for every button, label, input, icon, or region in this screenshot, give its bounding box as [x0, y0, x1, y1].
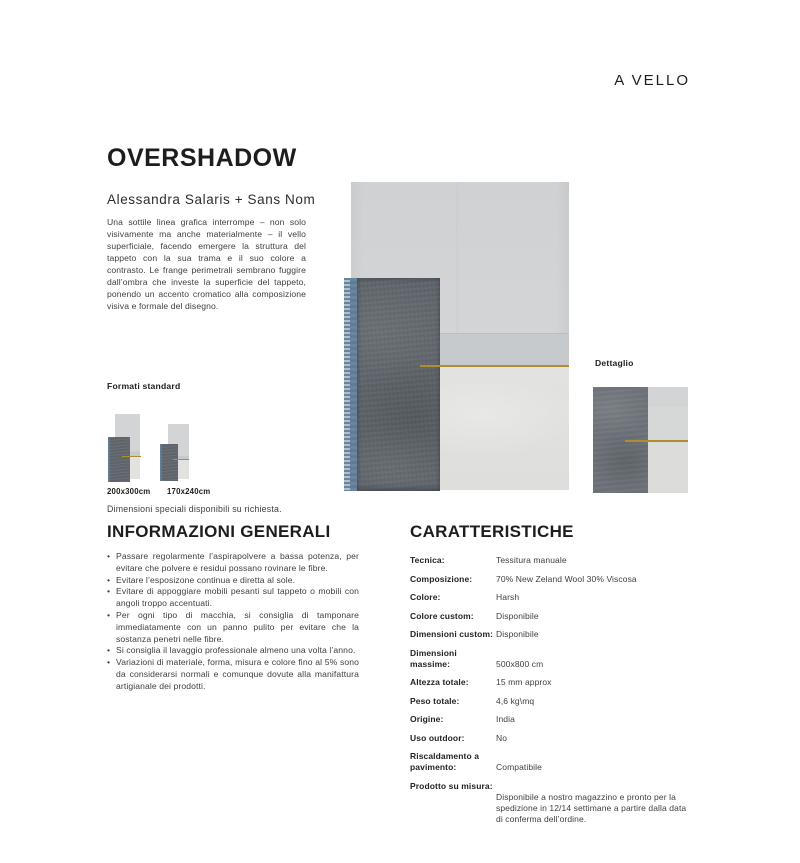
spec-value: 500x800 cm	[496, 658, 544, 669]
spec-row	[410, 611, 694, 622]
formats-heading: Formati standard	[107, 381, 181, 391]
rug-thumbnail-200x300	[106, 413, 142, 483]
care-instruction	[107, 575, 359, 587]
bullet-icon: •	[107, 586, 111, 597]
bullet-icon: •	[107, 609, 111, 620]
care-instruction-text: Evitare l’esposizone continua e diretta al sole.	[116, 574, 296, 585]
collection-label: A VELLO	[614, 72, 690, 89]
spec-label: Peso totale:	[410, 695, 460, 706]
spec-label: Riscaldamento a pavimento:	[410, 751, 480, 772]
size-label-170x240: 170x240cm	[167, 487, 211, 496]
spec-row	[410, 555, 694, 566]
spec-row	[410, 696, 694, 707]
spec-label: Composizione:	[410, 573, 473, 584]
care-instruction-text: Si consiglia il lavaggio professionale almeno una volta l’anno.	[116, 645, 356, 656]
bullet-icon: •	[107, 657, 111, 668]
spec-label: Uso outdoor:	[410, 732, 465, 743]
general-info-heading: INFORMAZIONI GENERALI	[107, 522, 331, 541]
detail-image	[593, 387, 688, 493]
thumbnail-dark-panel	[108, 437, 130, 482]
spec-row	[410, 574, 694, 585]
spec-value: Harsh	[496, 592, 520, 602]
product-title: OVERSHADOW	[107, 144, 297, 172]
spec-value: Compatibile	[496, 762, 542, 772]
spec-table	[410, 555, 694, 825]
thumbnail-gold-line	[122, 456, 141, 457]
spec-label: Dimensioni custom:	[410, 629, 494, 639]
formats-note: Dimensioni speciali disponibili su richiesta.	[107, 504, 282, 514]
thumbnail-gold-line	[173, 459, 189, 460]
care-instruction-text: Per ogni tipo di macchia, si consiglia di tamponare immediatamente con un panno pulito per evitare che la sostanza penetri nelle fibre.	[116, 609, 359, 644]
spec-label: Tecnica:	[410, 555, 445, 565]
characteristics-heading: CARATTERISTICHE	[410, 522, 574, 541]
spec-value: 4,6 kg\mq	[496, 695, 535, 706]
size-label-200x300: 200x300cm	[107, 487, 151, 496]
rug-gold-line	[420, 365, 569, 367]
rug-dark-panel	[344, 278, 440, 491]
spec-label: Dimensioni massime:	[410, 647, 457, 669]
spec-row	[410, 714, 694, 725]
spec-label: Colore custom:	[410, 610, 474, 621]
care-instructions-list	[107, 551, 359, 693]
spec-value: Tessitura manuale	[496, 555, 567, 565]
spec-row	[410, 733, 694, 744]
spec-row	[410, 592, 694, 603]
product-image-rug	[351, 182, 569, 490]
spec-value: 15 mm approx	[496, 677, 552, 687]
spec-row	[410, 677, 694, 688]
detail-gold-line	[625, 440, 688, 442]
spec-label: Colore:	[410, 592, 441, 602]
spec-label: Origine:	[410, 714, 444, 724]
spec-value: Disponibile	[496, 629, 539, 639]
spec-row	[410, 781, 694, 825]
general-info-section	[107, 522, 359, 693]
bullet-icon: •	[107, 574, 111, 585]
care-instruction	[107, 586, 359, 610]
care-instruction	[107, 645, 359, 657]
spec-value: Disponibile	[496, 610, 539, 621]
spec-value: No	[496, 732, 508, 743]
care-instruction-text: Evitare di appoggiare mobili pesanti sul tappeto o mobili con angoli troppo accentuati.	[116, 586, 359, 609]
care-instruction-text: Variazioni di materiale, forma, misura e colore fino al 5% sono da considerarsi normali e comunque dovute alla manifattura artigianale dei prodotti.	[116, 657, 359, 691]
care-instruction-text: Passare regolarmente l’aspirapolvere a bassa potenza, per evitare che polvere e residui possano rovinare le fibre.	[116, 551, 359, 573]
thumbnail-dark-panel	[160, 444, 178, 481]
spec-row	[410, 629, 694, 640]
rug-dark-body	[357, 278, 440, 491]
care-instruction	[107, 610, 359, 645]
care-instruction	[107, 657, 359, 692]
spec-value: Disponibile a nostro magazzino e pronto per la spedizione in 12/14 settimane a partire dalla data di conferma dell’ordine.	[496, 791, 687, 824]
rug-thumbnail-170x240	[158, 423, 192, 481]
care-instruction	[107, 551, 359, 575]
spec-label: Prodotto su misura:	[410, 780, 493, 791]
spec-label: Altezza totale:	[410, 677, 469, 687]
product-description: Una sottile linea grafica interrompe – non solo visivamente ma anche materialmente – il vello superficiale, facendo emergere la struttura del tappeto con la sua trama e il suo colore a contrasto. Le frange perimetrali sembrano fuggire dall’ombra che investe la superficie del tappeto, ponendo un accento cromatico alla composizione visiva e formale del disegno.	[107, 217, 306, 311]
spec-value: 70% New Zeland Wool 30% Viscosa	[496, 573, 637, 584]
spec-row	[410, 751, 694, 773]
bullet-icon: •	[107, 551, 111, 561]
detail-heading: Dettaglio	[595, 358, 634, 368]
characteristics-section	[410, 522, 694, 832]
rug-blue-edge	[350, 278, 357, 491]
bullet-icon: •	[107, 645, 111, 656]
spec-row	[410, 648, 694, 670]
designer-name: Alessandra Salaris + Sans Nom	[107, 192, 316, 207]
spec-value: India	[496, 714, 515, 724]
